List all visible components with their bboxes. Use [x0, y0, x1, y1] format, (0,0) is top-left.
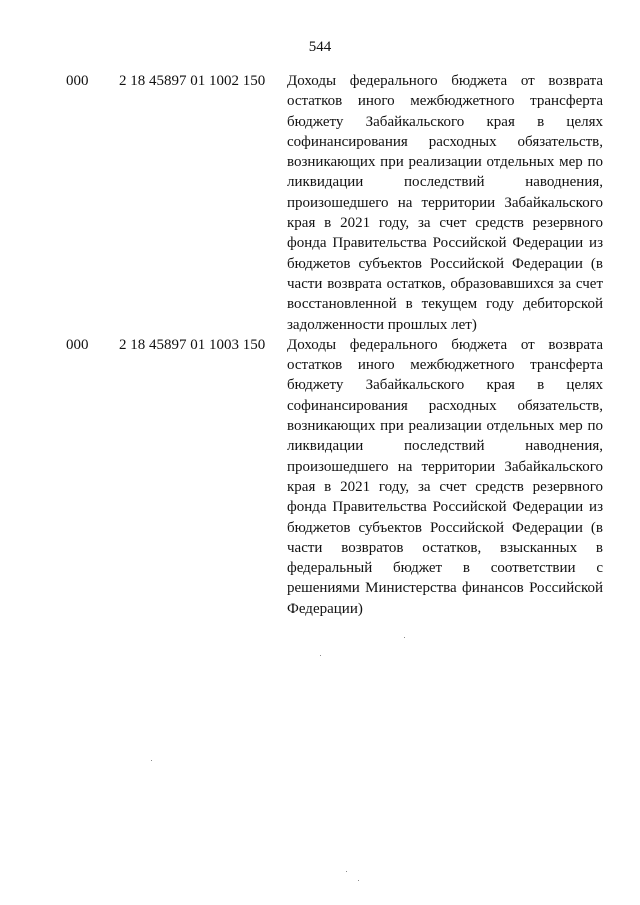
scan-speck [404, 637, 405, 638]
scan-speck [320, 655, 321, 656]
admin-code: 000 [66, 336, 89, 353]
budget-code-table [0, 71, 640, 619]
revenue-description: Доходы федерального бюджета от возврата остатков иного межбюджетного трансферта бюджету Забайкальского края в целях софинансирования расходных обязательств, возникающих при реализации отдельных мер по ликвидации последствий наводнения, произошедшего на территории Забайкальского края в 2021 году, за счет средств резервного фонда Правительства Российской Федерации из бюджетов субъектов Российской Федерации (в части возврата остатков, образовавшихся за счет восстановленной в текущем году дебиторской задолженности прошлых лет) [287, 73, 603, 333]
scan-speck [358, 880, 359, 881]
revenue-description: Доходы федерального бюджета от возврата остатков иного межбюджетного трансферта бюджету Забайкальского края в целях софинансирования расходных обязательств, возникающих при реализации отдельных мер по ликвидации последствий наводнения, произошедшего на территории Забайкальского края в 2021 году, за счет средств резервного фонда Правительства Российской Федерации из бюджетов субъектов Российской Федерации (в части возвратов остатков, взысканных в федеральный бюджет в соответствии с решениями Министерства финансов Российской Федерации) [287, 336, 603, 617]
admin-code: 000 [66, 73, 89, 89]
scan-speck [346, 871, 347, 872]
budget-classification-code: 2 18 45897 01 1003 150 [119, 336, 266, 353]
table-row [0, 71, 640, 335]
table-row [0, 335, 640, 619]
budget-classification-code: 2 18 45897 01 1002 150 [119, 73, 266, 89]
scan-speck [151, 760, 152, 761]
page-number: 544 [308, 39, 332, 55]
